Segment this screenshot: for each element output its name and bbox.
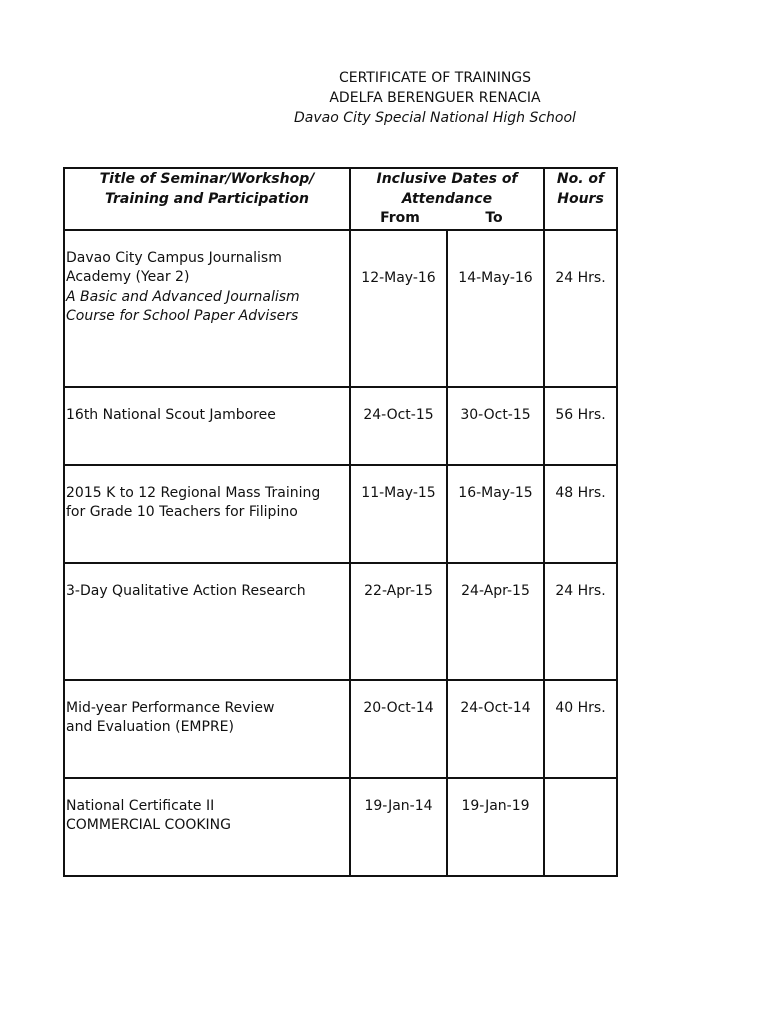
hours: 48 Hrs. (544, 465, 617, 563)
table-row (64, 778, 617, 876)
date-to: 19-Jan-19 (447, 778, 544, 876)
training-title-line: Mid-year Performance Review (66, 699, 275, 716)
date-to: 16-May-15 (447, 465, 544, 563)
document-title: CERTIFICATE OF TRAININGS (338, 70, 532, 86)
document-header (0, 68, 768, 128)
date-to: 24-Oct-14 (447, 680, 544, 778)
school-name: Davao City Special National High School (294, 110, 576, 126)
table-row (64, 563, 617, 680)
column-header-hours (544, 168, 617, 230)
column-header-dates-line1: Inclusive Dates of (376, 171, 518, 187)
training-title (64, 465, 350, 563)
training-title (64, 778, 350, 876)
column-header-dates-line2: Attendance (401, 190, 493, 207)
date-from: 11-May-15 (350, 465, 447, 563)
hours: 24 Hrs. (544, 230, 617, 387)
training-title (64, 230, 350, 387)
table-row (64, 230, 617, 387)
hours: 24 Hrs. (544, 563, 617, 680)
date-from: 12-May-16 (350, 230, 447, 387)
date-from: 24-Oct-15 (350, 387, 447, 465)
column-header-from: From (380, 210, 420, 226)
column-header-to: To (485, 210, 503, 226)
date-to: 24-Apr-15 (447, 563, 544, 680)
trainings-table (63, 167, 618, 877)
date-from: 20-Oct-14 (350, 680, 447, 778)
date-from: 22-Apr-15 (350, 563, 447, 680)
table-row (64, 465, 617, 563)
training-title (64, 680, 350, 778)
table-row (64, 387, 617, 465)
date-to: 30-Oct-15 (447, 387, 544, 465)
training-title-line: Davao City Campus Journalism (66, 249, 282, 266)
column-header-title-line1: Title of Seminar/Workshop/ (99, 171, 315, 187)
person-name: ADELFA BERENGUER RENACIA (329, 90, 541, 106)
training-title-line: 2015 K to 12 Regional Mass Training (66, 484, 321, 501)
training-subtitle-line: Course for School Paper Advisers (66, 308, 299, 324)
column-header-hours-line2: Hours (557, 190, 604, 207)
training-title-line: National Certificate II (66, 797, 215, 814)
table-row (64, 680, 617, 778)
training-title-line: and Evaluation (EMPRE) (66, 719, 234, 735)
column-header-title (64, 168, 350, 230)
training-title-line: Academy (Year 2) (66, 269, 190, 285)
training-title-line: 3-Day Qualitative Action Research (66, 582, 306, 599)
training-title (64, 387, 350, 465)
column-header-dates (350, 168, 544, 230)
training-title-line: for Grade 10 Teachers for Filipino (66, 504, 298, 520)
training-title-line: COMMERCIAL COOKING (66, 817, 232, 833)
hours: 40 Hrs. (544, 680, 617, 778)
training-title (64, 563, 350, 680)
training-subtitle-line: A Basic and Advanced Journalism (66, 288, 300, 305)
date-to: 14-May-16 (447, 230, 544, 387)
date-from: 19-Jan-14 (350, 778, 447, 876)
training-title-line: 16th National Scout Jamboree (66, 406, 276, 423)
table-header-row (64, 168, 617, 230)
hours (544, 778, 617, 876)
hours: 56 Hrs. (544, 387, 617, 465)
column-header-title-line2: Training and Participation (105, 190, 309, 207)
column-header-hours-line1: No. of (556, 171, 605, 187)
